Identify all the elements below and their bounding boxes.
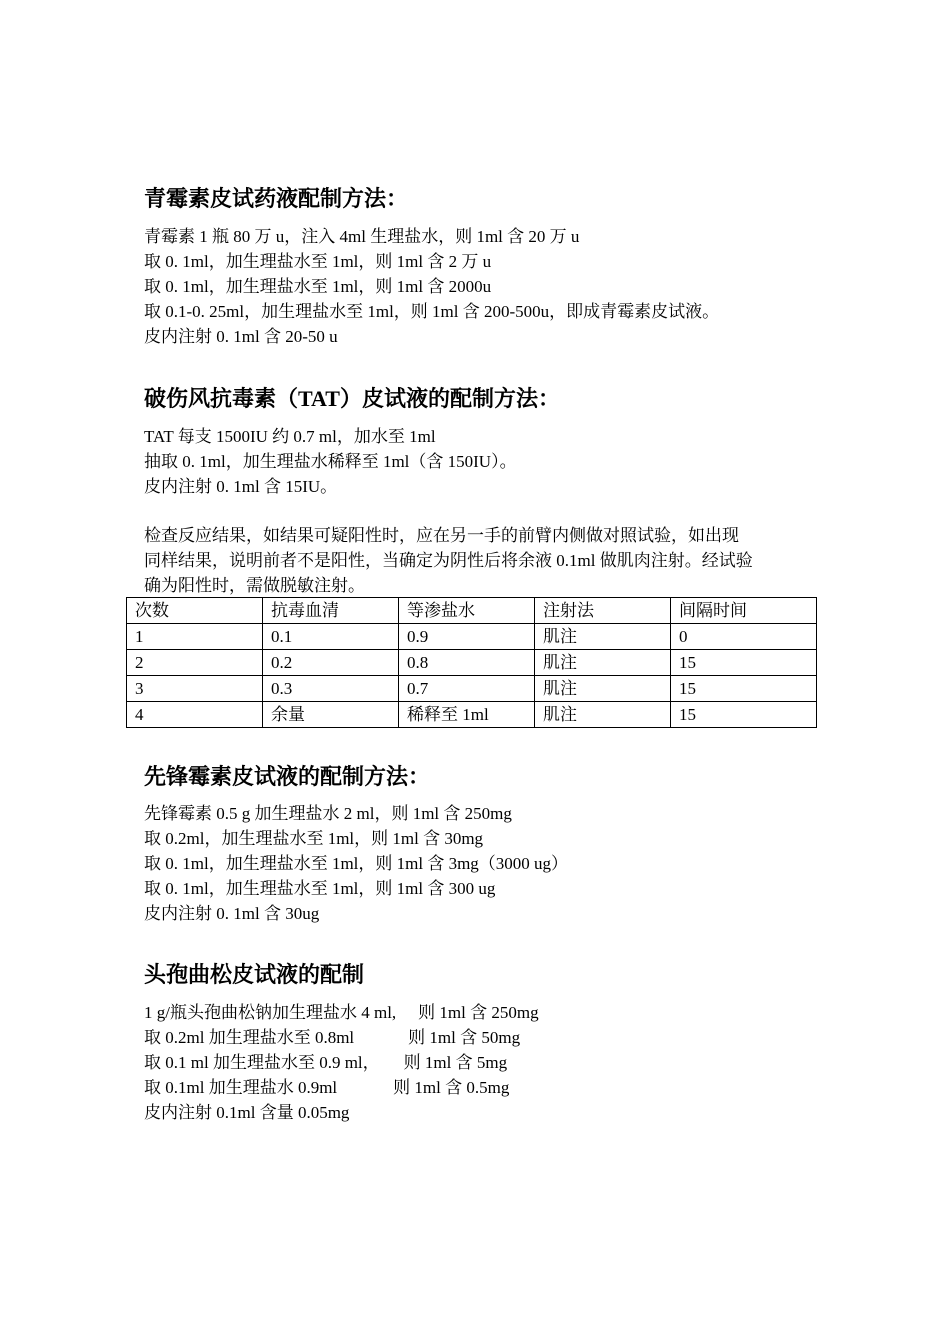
table-cell: 肌注 — [535, 650, 671, 676]
ceftriaxone-line-2-right: 则 1ml 含 50mg — [408, 1028, 521, 1047]
ceftriaxone-line-2-left: 取 0.2ml 加生理盐水至 0.8ml — [144, 1028, 355, 1047]
tat-heading: 破伤风抗毒素（TAT）皮试液的配制方法： — [144, 386, 560, 411]
table-cell: 0.9 — [399, 624, 535, 650]
table-cell: 肌注 — [535, 676, 671, 702]
tat-note-line-2: 同样结果，说明前者不是阳性，当确定为阴性后将余液 0.1ml 做肌肉注射。经试验 — [144, 551, 753, 570]
table-cell: 15 — [671, 650, 817, 676]
ceftriaxone-heading: 头孢曲松皮试液的配制 — [144, 962, 365, 987]
table-header-cell: 次数 — [127, 598, 263, 624]
table-cell: 肌注 — [535, 702, 671, 728]
table-header-cell: 注射法 — [535, 598, 671, 624]
penicillin-line-2: 取 0. 1ml，加生理盐水至 1ml，则 1ml 含 2 万 u — [144, 252, 492, 271]
tat-note — [144, 523, 812, 598]
ceftriaxone-line-3-left: 取 0.1 ml 加生理盐水至 0.9 ml， — [144, 1053, 380, 1072]
desensitization-table — [126, 597, 817, 728]
table-cell: 余量 — [263, 702, 399, 728]
table-cell: 15 — [671, 676, 817, 702]
penicillin-line-4: 取 0.1-0. 25ml，加生理盐水至 1ml，则 1ml 含 200-500u，即成青霉素皮试液。 — [144, 302, 720, 321]
table-header-cell: 等渗盐水 — [399, 598, 535, 624]
ceftriaxone-line-1-left: 1 g/瓶头孢曲松钠加生理盐水 4 ml, — [144, 1003, 397, 1022]
table-cell: 肌注 — [535, 624, 671, 650]
ceftriaxone-line-3-right: 则 1ml 含 5mg — [403, 1053, 508, 1072]
table-cell: 0.2 — [263, 650, 399, 676]
ceftriaxone-line-4-right: 则 1ml 含 0.5mg — [393, 1078, 510, 1097]
penicillin-heading: 青霉素皮试药液配制方法： — [144, 186, 409, 211]
table-header-row — [127, 598, 817, 624]
tat-line-1: TAT 每支 1500IU 约 0.7 ml，加水至 1ml — [144, 427, 436, 446]
cephalosporin-line-4: 取 0. 1ml，加生理盐水至 1ml，则 1ml 含 300 ug — [144, 879, 496, 898]
tat-note-line-3: 确为阳性时，需做脱敏注射。 — [144, 576, 365, 595]
ceftriaxone-line-1-right: 则 1ml 含 250mg — [418, 1003, 539, 1022]
tat-note-line-1: 检查反应结果，如结果可疑阳性时，应在另一手的前臂内侧做对照试验，如出现 — [144, 526, 739, 545]
tat-line-3: 皮内注射 0. 1ml 含 15IU。 — [144, 477, 338, 496]
table-cell: 稀释至 1ml — [399, 702, 535, 728]
table-cell: 0.3 — [263, 676, 399, 702]
ceftriaxone-line-2 — [144, 1026, 520, 1050]
ceftriaxone-line-1 — [144, 1001, 539, 1025]
ceftriaxone-line-3 — [144, 1051, 507, 1075]
table-cell: 0.8 — [399, 650, 535, 676]
cephalosporin-line-2: 取 0.2ml，加生理盐水至 1ml，则 1ml 含 30mg — [144, 829, 484, 848]
penicillin-line-5: 皮内注射 0. 1ml 含 20-50 u — [144, 327, 338, 346]
cephalosporin-line-5: 皮内注射 0. 1ml 含 30ug — [144, 904, 320, 923]
table-cell: 0 — [671, 624, 817, 650]
table-cell: 1 — [127, 624, 263, 650]
ceftriaxone-line-5-left: 皮内注射 0.1ml 含量 0.05mg — [144, 1103, 350, 1122]
cephalosporin-heading: 先锋霉素皮试液的配制方法： — [144, 764, 431, 789]
ceftriaxone-line-4-left: 取 0.1ml 加生理盐水 0.9ml — [144, 1078, 338, 1097]
table-cell: 2 — [127, 650, 263, 676]
penicillin-line-1: 青霉素 1 瓶 80 万 u，注入 4ml 生理盐水，则 1ml 含 20 万 u — [144, 227, 580, 246]
table-cell: 15 — [671, 702, 817, 728]
cephalosporin-line-1: 先锋霉素 0.5 g 加生理盐水 2 ml，则 1ml 含 250mg — [144, 804, 512, 823]
table-header-cell: 间隔时间 — [671, 598, 817, 624]
table-cell: 0.7 — [399, 676, 535, 702]
table-row — [127, 624, 817, 650]
cephalosporin-line-3: 取 0. 1ml，加生理盐水至 1ml，则 1ml 含 3mg（3000 ug） — [144, 854, 569, 873]
table-cell: 0.1 — [263, 624, 399, 650]
table-row — [127, 676, 817, 702]
penicillin-line-3: 取 0. 1ml，加生理盐水至 1ml，则 1ml 含 2000u — [144, 277, 492, 296]
table-row — [127, 650, 817, 676]
ceftriaxone-line-4 — [144, 1076, 509, 1100]
table-cell: 3 — [127, 676, 263, 702]
tat-line-2: 抽取 0. 1ml，加生理盐水稀释至 1ml（含 150IU）。 — [144, 452, 517, 471]
table-header-cell: 抗毒血清 — [263, 598, 399, 624]
ceftriaxone-line-5 — [144, 1101, 349, 1125]
table-row — [127, 702, 817, 728]
table-cell: 4 — [127, 702, 263, 728]
